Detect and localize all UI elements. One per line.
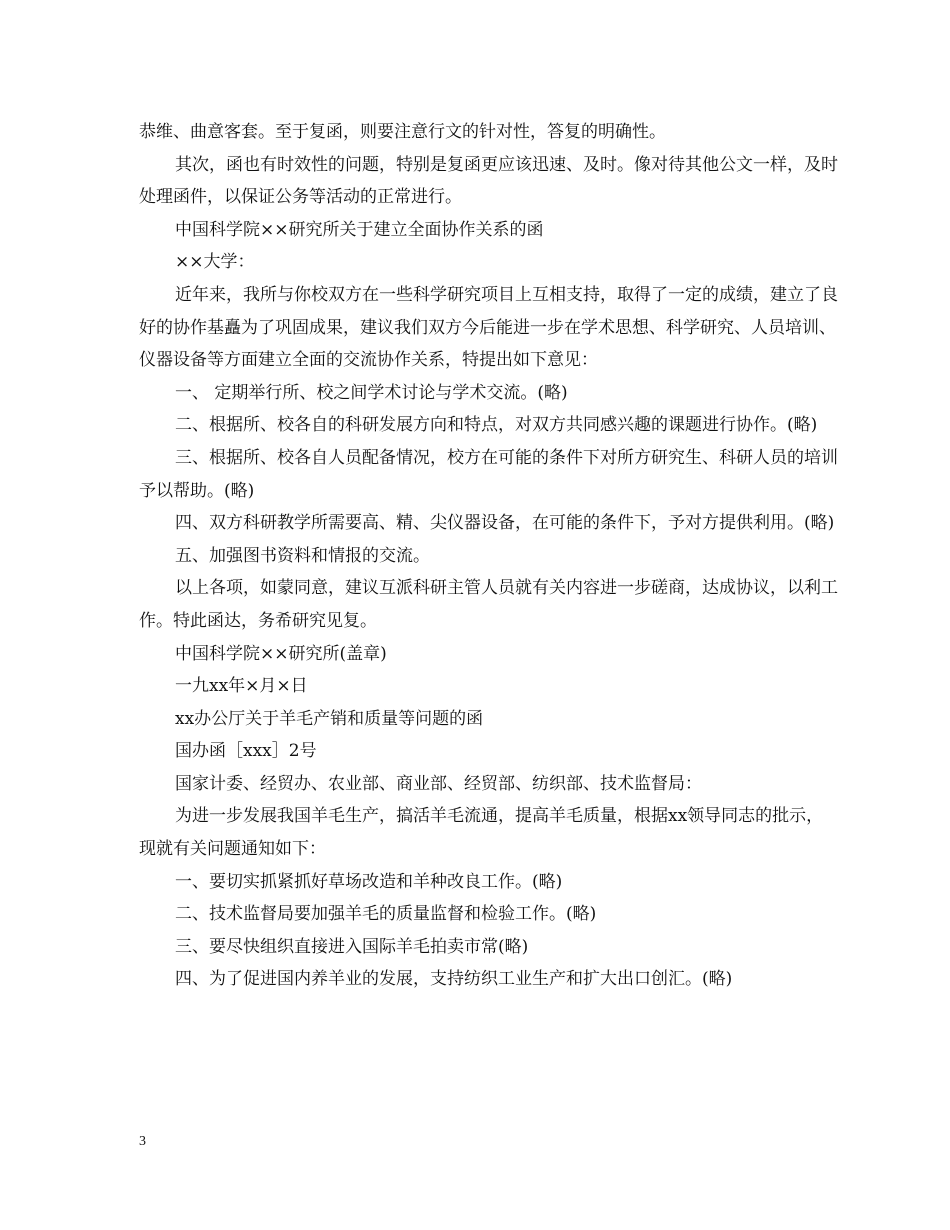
list-item-1: 一、 定期举行所、校之间学术讨论与学术交流。(略) [175,382,568,403]
signature-date: 一九xx年×月×日 [175,676,308,697]
list-item-2: 二、根据所、校各自的科研发展方向和特点，对双方共同感兴趣的课题进行协作。(略) [175,415,818,436]
wool-item-2: 二、技术监督局要加强羊毛的质量监督和检验工作。(略) [175,904,597,925]
letter-salutation-university: ××大学： [175,252,255,273]
letter-title-wool: xx办公厅关于羊毛产销和质量等问题的函 [175,708,484,729]
document-body [139,116,839,996]
signature-institute: 中国科学院××研究所(盖章) [175,643,387,664]
paragraph-continuation: 恭维、曲意客套。至于复函，则要注意行文的针对性，答复的明确性。 [139,122,666,142]
paragraph-intro-cooperation: 近年来，我所与你校双方在一些科学研究项目上互相支持，取得了一定的成绩，建立了良好的协作基矗为了巩固成果，建议我们双方今后能进一步在学术思想、科学研究、人员培训、仪器设备等方面建立全面的交流协作关系，特提出如下意见： [139,284,838,371]
wool-item-1: 一、要切实抓紧抓好草场改造和羊种改良工作。(略) [175,871,563,892]
list-item-4: 四、双方科研教学所需要高、精、尖仪器设备，在可能的条件下，予对方提供利用。(略) [175,513,835,534]
paragraph-timeliness: 其次，函也有时效性的问题，特别是复函更应该迅速、及时。像对待其他公文一样，及时处理函件，以保证公务等活动的正常进行。 [139,154,838,208]
list-item-3: 三、根据所、校各自人员配备情况，校方在可能的条件下对所方研究生、科研人员的培训予以帮助。(略) [139,447,838,501]
paragraph-wool-intro: 为进一步发展我国羊毛生产，搞活羊毛流通，提高羊毛质量，根据xx领导同志的批示，现就有关问题通知如下： [139,806,824,860]
page-number: 3 [139,1134,146,1149]
wool-item-4: 四、为了促进国内养羊业的发展，支持纺织工业生产和扩大出口创汇。(略) [175,969,733,990]
letter-recipients: 国家计委、经贸办、农业部、商业部、经贸部、纺织部、技术监督局： [175,773,702,794]
document-number: 国办函［xxx］2号 [175,741,317,762]
paragraph-closing-request: 以上各项，如蒙同意，建议互派科研主管人员就有关内容进一步磋商，达成协议，以利工作。特此函达，务希研究见复。 [139,578,838,631]
letter-title-cas: 中国科学院××研究所关于建立全面协作关系的函 [175,219,544,240]
wool-item-3: 三、要尽快组织直接进入国际羊毛拍卖市常(略) [175,936,529,957]
list-item-5: 五、加强图书资料和情报的交流。 [175,545,430,566]
